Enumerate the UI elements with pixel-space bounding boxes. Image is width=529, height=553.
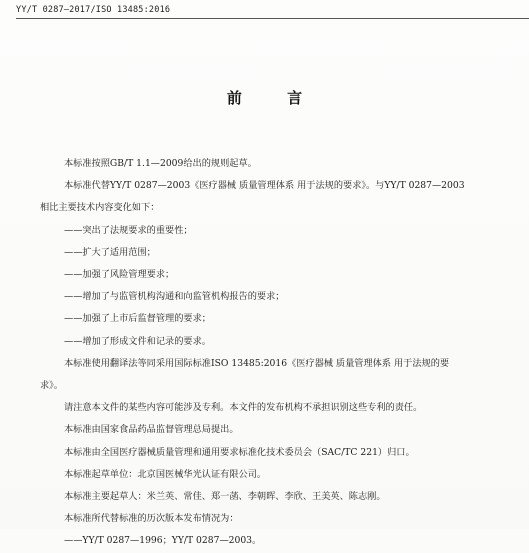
paragraph-changes-intro: 相比主要技术内容变化如下： [40, 202, 160, 214]
header-rule [16, 18, 529, 19]
paragraph-proposed-by: 本标准由国家食品药品监督管理总局提出。 [64, 424, 239, 436]
list-item-change: ——扩大了适用范围； [64, 246, 156, 258]
paragraph-drafting-unit: 本标准起草单位：北京国医械华光认证有限公司。 [64, 468, 267, 480]
paragraph-patent-notice: 请注意本文件的某些内容可能涉及专利。本文件的发布机构不承担识别这些专利的责任。 [64, 402, 423, 414]
list-item-change: ——加强了上市后监督管理的要求； [64, 313, 211, 325]
paragraph-drafting-rules: 本标准按照GB/T 1.1—2009给出的规则起草。 [64, 158, 257, 169]
list-item-history: ——YY/T 0287—1996；YY/T 0287—2003。 [64, 535, 262, 547]
list-item-change: ——增加了与监管机构沟通和向监管机构报告的要求； [64, 291, 285, 303]
paragraph-replaces: 本标准代替YY/T 0287—2003《医疗器械 质量管理体系 用于法规的要求》。与YY/T 0287—2003 [64, 180, 465, 192]
list-item-change: ——加强了风险管理要求； [64, 269, 175, 281]
paragraph-history-intro: 本标准所代替标准的历次版本发布情况为： [64, 513, 239, 525]
paragraph-drafters: 本标准主要起草人：米兰英、常佳、郑一菡、李朝晖、李欣、王美英、陈志刚。 [64, 491, 386, 503]
page-title: 前 言 [226, 89, 323, 107]
list-item-change: ——突出了法规要求的重要性； [64, 224, 193, 236]
paragraph-adoption-cont: 求》。 [40, 380, 63, 392]
paragraph-adoption: 本标准使用翻译法等同采用国际标准ISO 13485:2016《医疗器械 质量管理体系 用于法规的要 [64, 357, 450, 369]
paragraph-under-jurisdiction: 本标准由全国医疗器械质量管理和通用要求标准化技术委员会（SAC/TC 221）归口。 [64, 446, 415, 458]
list-item-change: ——增加了形成文件和记录的要求。 [64, 335, 211, 347]
foreword-body [40, 153, 500, 553]
standard-number-header: YY/T 0287—2017/ISO 13485:2016 [16, 5, 171, 15]
